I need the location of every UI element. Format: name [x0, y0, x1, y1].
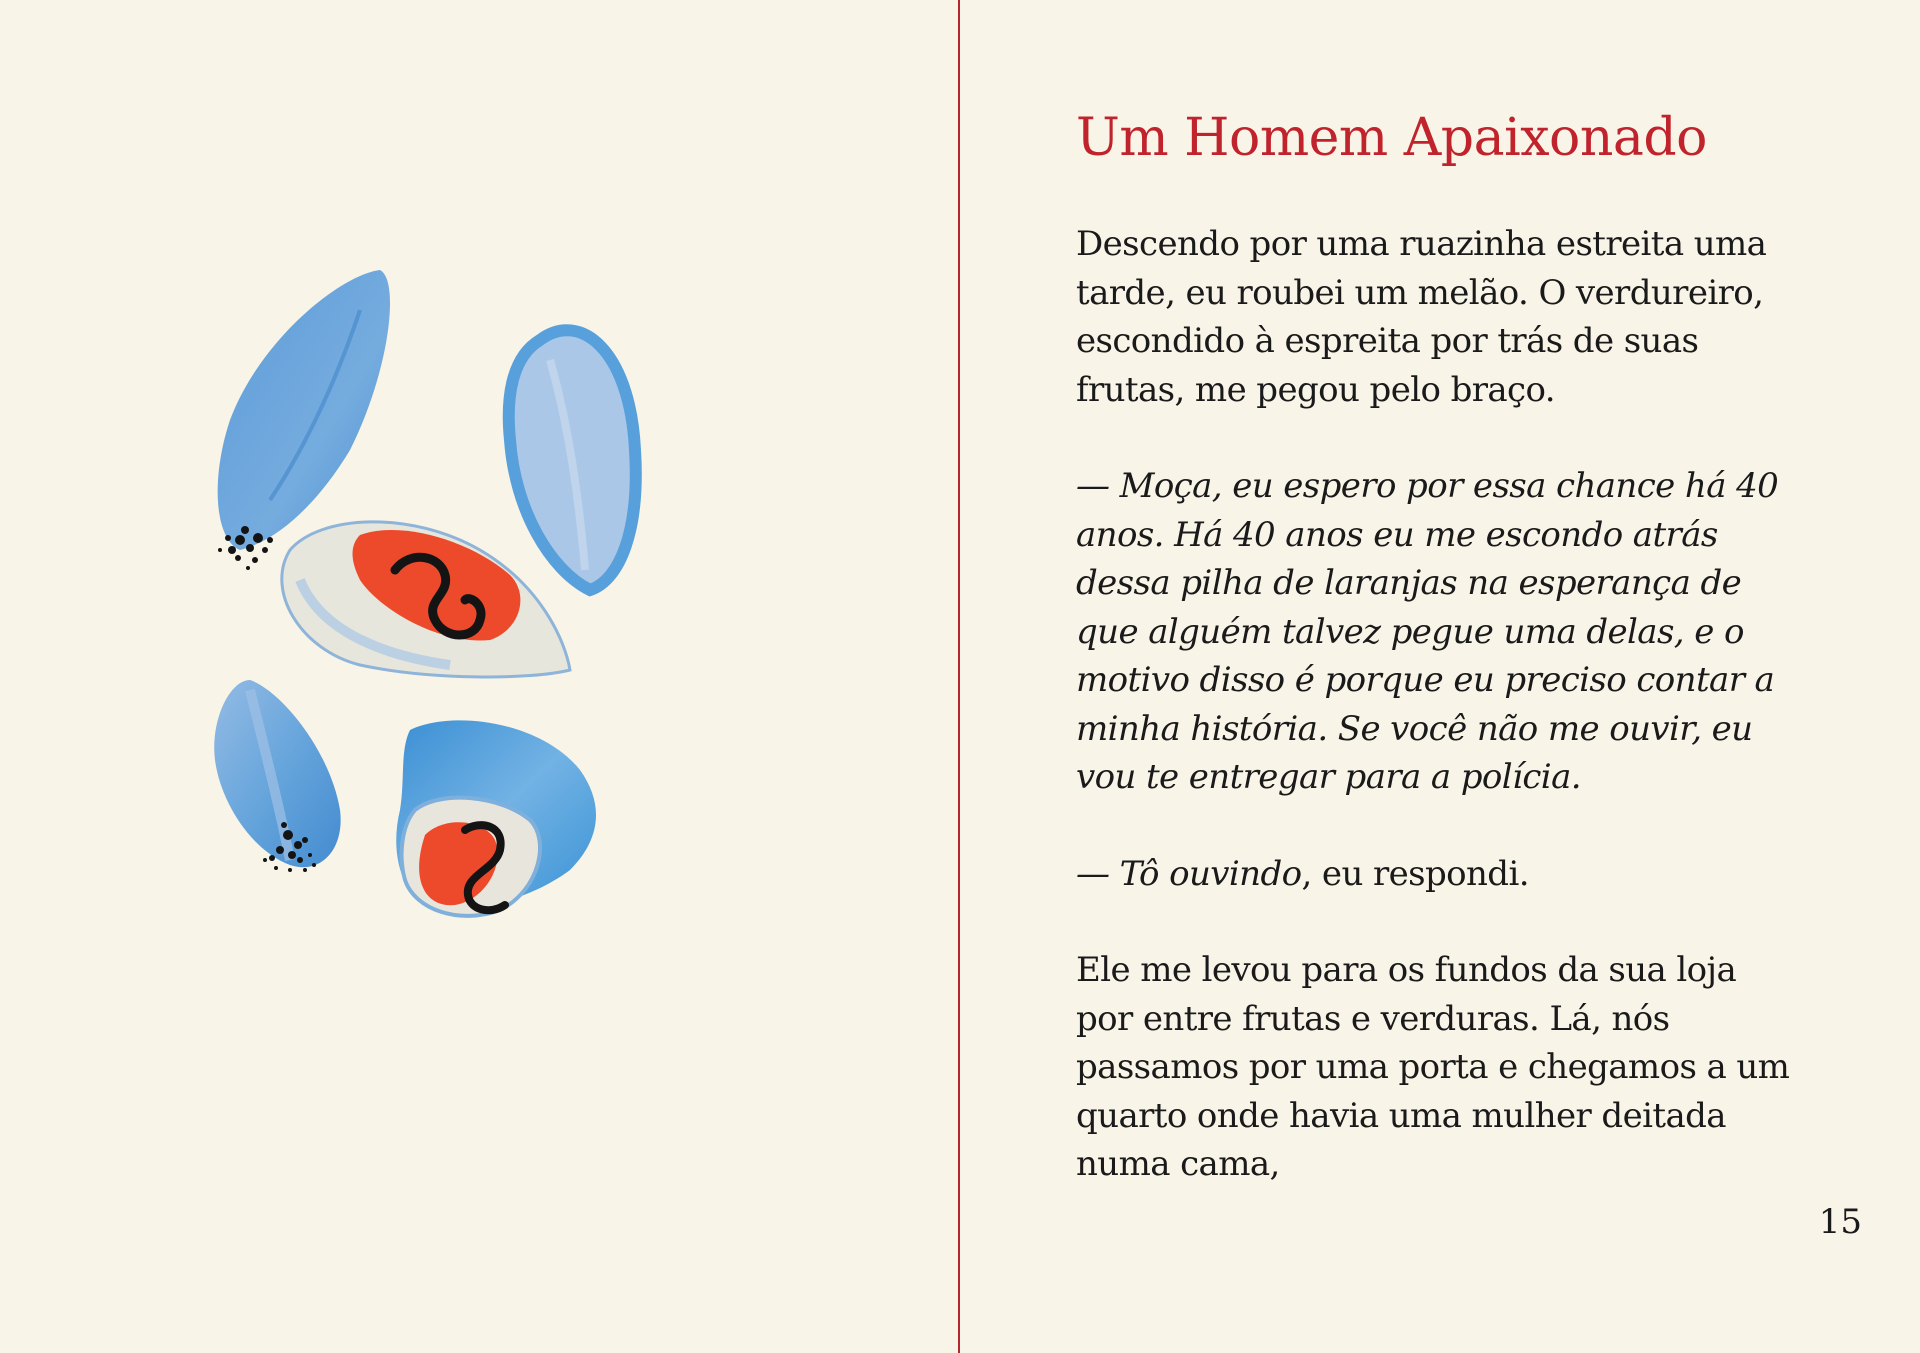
right-page	[960, 0, 1920, 1353]
body-text	[1076, 220, 1796, 1237]
shell-top-right	[509, 330, 636, 590]
left-page	[0, 0, 958, 1353]
shell-bottom-right	[396, 720, 596, 916]
shell-bottom-left	[214, 680, 340, 872]
shell-center-open	[282, 522, 570, 677]
paragraph-2-dialogue: — Moça, eu espero por essa chance há 40 anos. Há 40 anos eu me escondo atrás dessa pilha de laranjas na esperança de que alguém talvez pegue uma delas, e o motivo disso é porque eu preciso contar a minha história. Se você não me ouvir, eu vou te entregar para a polícia.	[1076, 466, 1779, 797]
reply-italic: — Tô ouvindo	[1076, 853, 1302, 894]
reply-rest: , eu respondi.	[1301, 853, 1529, 894]
paragraph-3-reply	[1076, 850, 1796, 899]
paragraph-4: Ele me levou para os fundos da sua loja por entre frutas e verduras. Lá, nós passamos por uma porta e chegamos a um quarto onde havia uma mulher deitada numa cama,	[1076, 950, 1790, 1184]
page-number: 15	[1818, 1202, 1862, 1242]
watercolor-shells-illustration	[210, 250, 750, 1050]
paragraph-1: Descendo por uma ruazinha estreita uma tarde, eu roubei um melão. O verdureiro, escondido à espreita por trás de suas frutas, me pegou pelo braço.	[1076, 224, 1767, 410]
chapter-title: Um Homem Apaixonado	[1076, 108, 1707, 168]
